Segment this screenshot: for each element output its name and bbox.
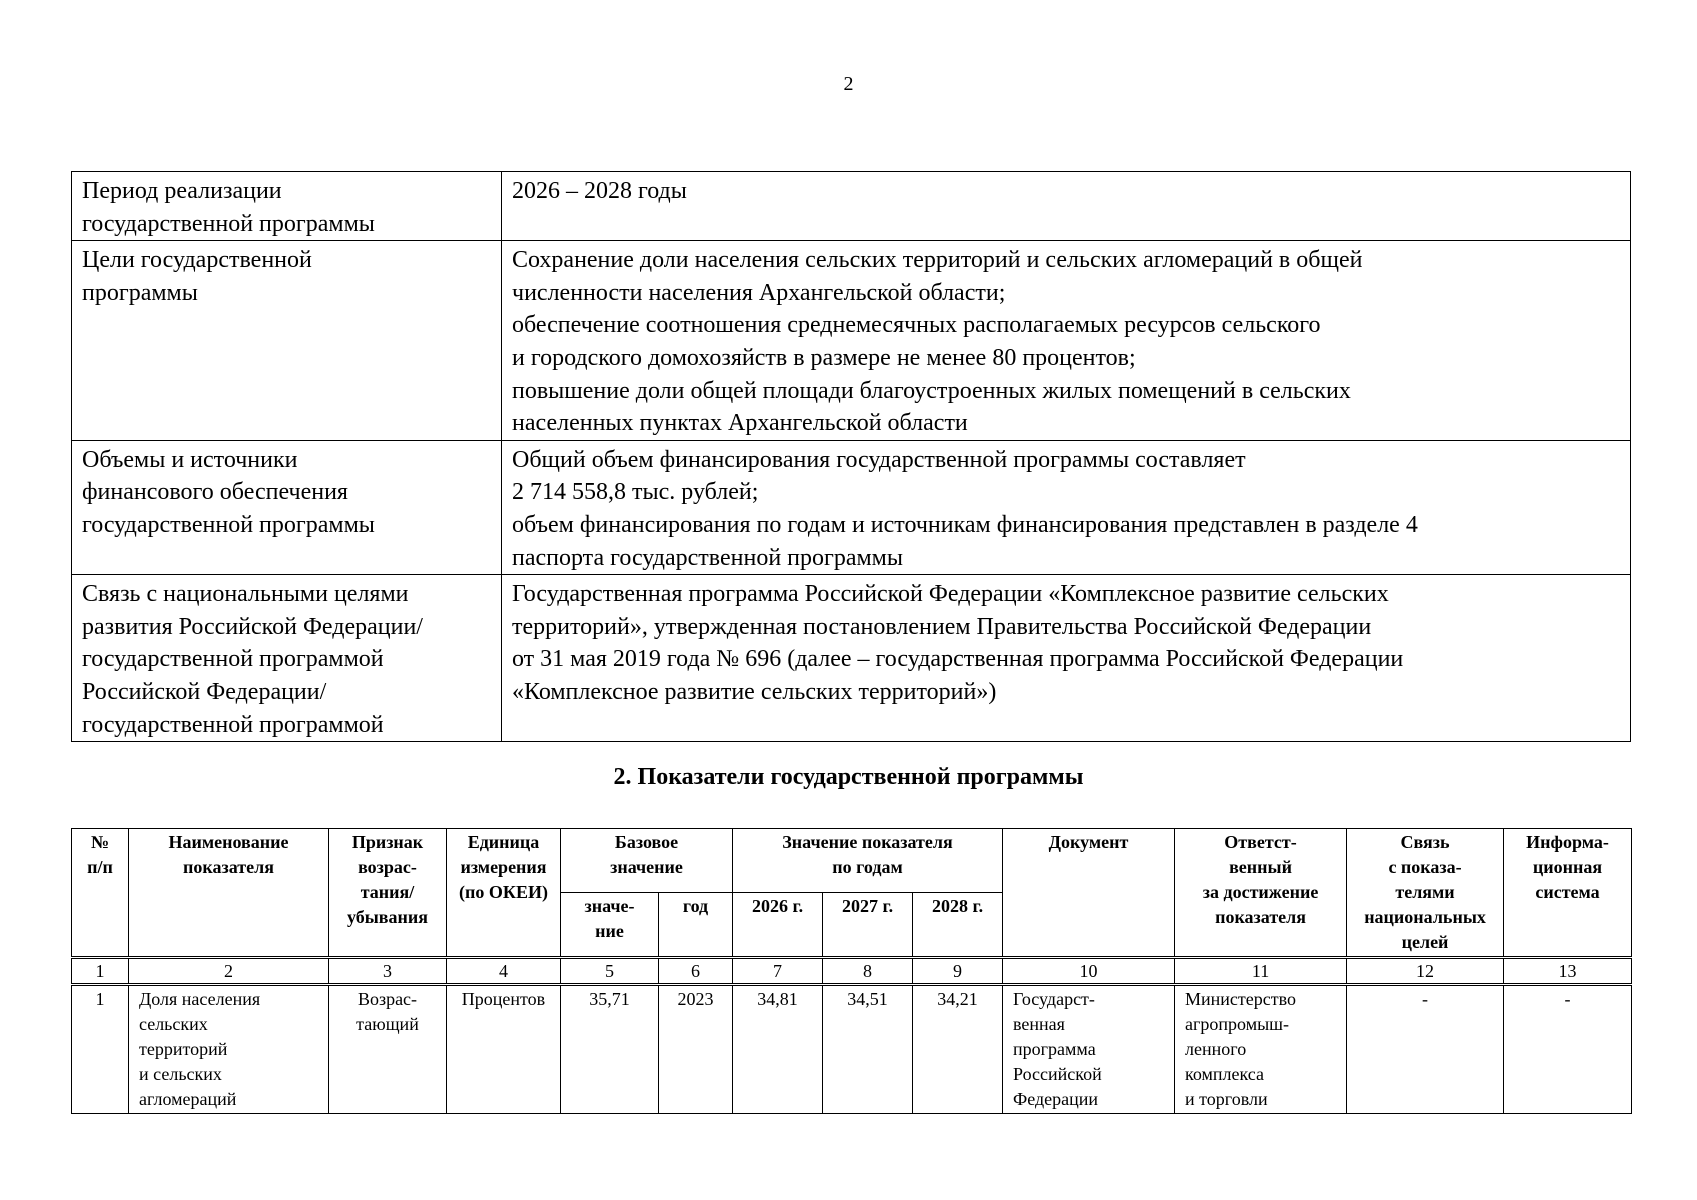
text-line: целей <box>1401 932 1449 952</box>
text-line: и городского домохозяйств в размере не менее 80 процентов; <box>512 344 1136 371</box>
cell-unit: Процентов <box>447 985 561 1114</box>
text-line: год <box>682 895 709 916</box>
header-info <box>1504 829 1632 958</box>
text-line: агропромыш- <box>1185 1014 1290 1034</box>
column-number: 6 <box>659 958 733 985</box>
column-number: 8 <box>823 958 913 985</box>
text-line: венный <box>1229 857 1292 877</box>
column-number: 2 <box>129 958 329 985</box>
cell-2026: 34,81 <box>733 985 823 1114</box>
text-line: Информа- <box>1526 832 1609 852</box>
text-line: Министерство <box>1185 989 1297 1009</box>
cell-2028: 34,21 <box>913 985 1003 1114</box>
text-line: Государст- <box>1013 989 1095 1009</box>
text-line: Период реализации <box>82 178 282 204</box>
text-line: Связь с национальными целями <box>82 581 409 608</box>
text-line: от 31 мая 2019 года № 696 (далее – государственная программа Российской Федерации <box>512 646 1404 673</box>
text-line: (по ОКЕИ) <box>459 882 548 902</box>
passport-row-funding <box>72 440 1631 574</box>
text-line: государственной программы <box>82 210 375 237</box>
header-base <box>561 829 733 893</box>
text-line: Сохранение доли населения сельских территорий и сельских агломераций в общей <box>512 247 1363 274</box>
header-2026 <box>733 892 823 957</box>
column-number: 7 <box>733 958 823 985</box>
text-line: тающий <box>356 1014 419 1034</box>
text-line: Базовое <box>614 832 679 852</box>
text-line: ционная <box>1532 857 1603 877</box>
column-number: 10 <box>1003 958 1175 985</box>
text-line: 2026 г. <box>751 895 804 916</box>
cell-trend <box>329 985 447 1114</box>
text-line: территорий <box>139 1039 228 1059</box>
text-line: система <box>1535 882 1600 902</box>
header-base-year <box>659 892 733 957</box>
cell-2027: 34,51 <box>823 985 913 1114</box>
text-line: показателя <box>1215 907 1306 927</box>
text-line: Связь <box>1400 832 1450 852</box>
text-line: измерения <box>460 857 547 877</box>
header-base-value <box>561 892 659 957</box>
cell-base-value: 35,71 <box>561 985 659 1114</box>
text-line: за достижение <box>1202 882 1319 902</box>
header-link <box>1347 829 1504 958</box>
column-number: 13 <box>1504 958 1632 985</box>
column-number: 4 <box>447 958 561 985</box>
passport-label <box>72 241 502 441</box>
passport-value <box>502 172 1631 241</box>
text-line: объем финансирования по годам и источникам финансирования представлен в разделе 4 <box>512 511 1418 538</box>
text-line: значе- <box>584 895 635 916</box>
text-line: Признак <box>351 832 424 852</box>
text-line: 2 714 558,8 тыс. рублей; <box>512 479 759 506</box>
cell-num: 1 <box>72 985 129 1114</box>
text-line: ние <box>595 920 624 941</box>
text-line: Ответст- <box>1224 832 1297 852</box>
text-line: государственной программой <box>82 646 384 673</box>
text-line: программы <box>82 279 198 306</box>
text-line: комплекса <box>1185 1064 1265 1084</box>
cell-link: - <box>1347 985 1504 1114</box>
header-row <box>72 829 1632 893</box>
text-line: развития Российской Федерации/ <box>82 613 423 640</box>
text-line: показателя <box>183 857 274 877</box>
header-trend <box>329 829 447 958</box>
text-line: паспорта государственной программы <box>512 544 903 571</box>
text-line: ленного <box>1185 1039 1247 1059</box>
text-line: Возрас- <box>357 989 418 1009</box>
text-line: по годам <box>832 857 903 877</box>
text-line: Российской Федерации/ <box>82 678 327 705</box>
cell-info: - <box>1504 985 1632 1114</box>
cell-doc <box>1003 985 1175 1114</box>
text-line: 2028 г. <box>931 895 984 916</box>
text-line: численности населения Архангельской области; <box>512 279 1006 306</box>
page-number: 2 <box>843 73 854 95</box>
text-line: Значение показателя <box>782 832 953 852</box>
text-line: финансового обеспечения <box>82 479 348 506</box>
text-line: возрас- <box>358 857 417 877</box>
column-numbers-row <box>72 958 1632 985</box>
column-number: 9 <box>913 958 1003 985</box>
text-line: телями <box>1395 882 1455 902</box>
text-line: государственной программой <box>82 711 384 738</box>
text-line: № <box>90 832 110 852</box>
column-number: 5 <box>561 958 659 985</box>
text-line: значение <box>610 857 683 877</box>
passport-label <box>72 172 502 241</box>
cell-base-year: 2023 <box>659 985 733 1114</box>
passport-row-national-goals <box>72 575 1631 742</box>
passport-row-period <box>72 172 1631 241</box>
text-line: Российской <box>1013 1064 1102 1084</box>
text-line: населенных пунктах Архангельской области <box>512 410 968 437</box>
text-line: Объемы и источники <box>82 446 298 473</box>
text-line: и торговли <box>1185 1089 1268 1109</box>
text-line: обеспечение соотношения среднемесячных располагаемых ресурсов сельского <box>512 312 1321 339</box>
header-unit <box>447 829 561 958</box>
text-line: территорий», утвержденная постановлением Правительства Российской Федерации <box>512 613 1372 640</box>
text-line: «Комплексное развитие сельских территорий») <box>512 678 997 705</box>
column-number: 12 <box>1347 958 1504 985</box>
text-line: 2027 г. <box>841 895 894 916</box>
text-line: Государственная программа Российской Федерации «Комплексное развитие сельских <box>512 581 1389 608</box>
header-resp <box>1175 829 1347 958</box>
passport-value <box>502 241 1631 441</box>
text-line: Единица <box>467 832 540 852</box>
column-number: 3 <box>329 958 447 985</box>
text-line: 2026 – 2028 годы <box>512 178 687 204</box>
header-2027 <box>823 892 913 957</box>
passport-row-goals <box>72 241 1631 441</box>
passport-label <box>72 575 502 742</box>
text-line: программа <box>1013 1039 1096 1059</box>
text-line: венная <box>1013 1014 1065 1034</box>
header-name <box>129 829 329 958</box>
column-number: 1 <box>72 958 129 985</box>
text-line: национальных <box>1364 907 1486 927</box>
text-line: Доля населения <box>139 989 261 1009</box>
header-num <box>72 829 129 958</box>
header-doc <box>1003 829 1175 958</box>
text-line: Федерации <box>1013 1089 1099 1109</box>
cell-name <box>129 985 329 1114</box>
text-line: с показа- <box>1388 857 1462 877</box>
header-years <box>733 829 1003 893</box>
text-line: п/п <box>87 857 113 877</box>
passport-table <box>71 171 1631 742</box>
text-line: государственной программы <box>82 511 375 538</box>
section-title: 2. Показатели государственной программы <box>613 764 1084 790</box>
passport-label <box>72 440 502 574</box>
text-line: Документ <box>1048 832 1129 852</box>
column-number: 11 <box>1175 958 1347 985</box>
text-line: Цели государственной <box>82 247 312 274</box>
text-line: повышение доли общей площади благоустроенных жилых помещений в сельских <box>512 377 1351 404</box>
text-line: Общий объем финансирования государственной программы составляет <box>512 446 1246 473</box>
text-line: тания/ <box>360 882 415 902</box>
cell-resp <box>1175 985 1347 1114</box>
text-line: сельских <box>139 1014 208 1034</box>
indicators-table <box>71 828 1632 1114</box>
text-line: агломераций <box>139 1089 237 1109</box>
passport-value <box>502 575 1631 742</box>
text-line: и сельских <box>139 1064 222 1084</box>
table-row <box>72 985 1632 1114</box>
passport-value <box>502 440 1631 574</box>
text-line: Наименование <box>168 832 289 852</box>
text-line: убывания <box>346 907 429 927</box>
header-2028 <box>913 892 1003 957</box>
